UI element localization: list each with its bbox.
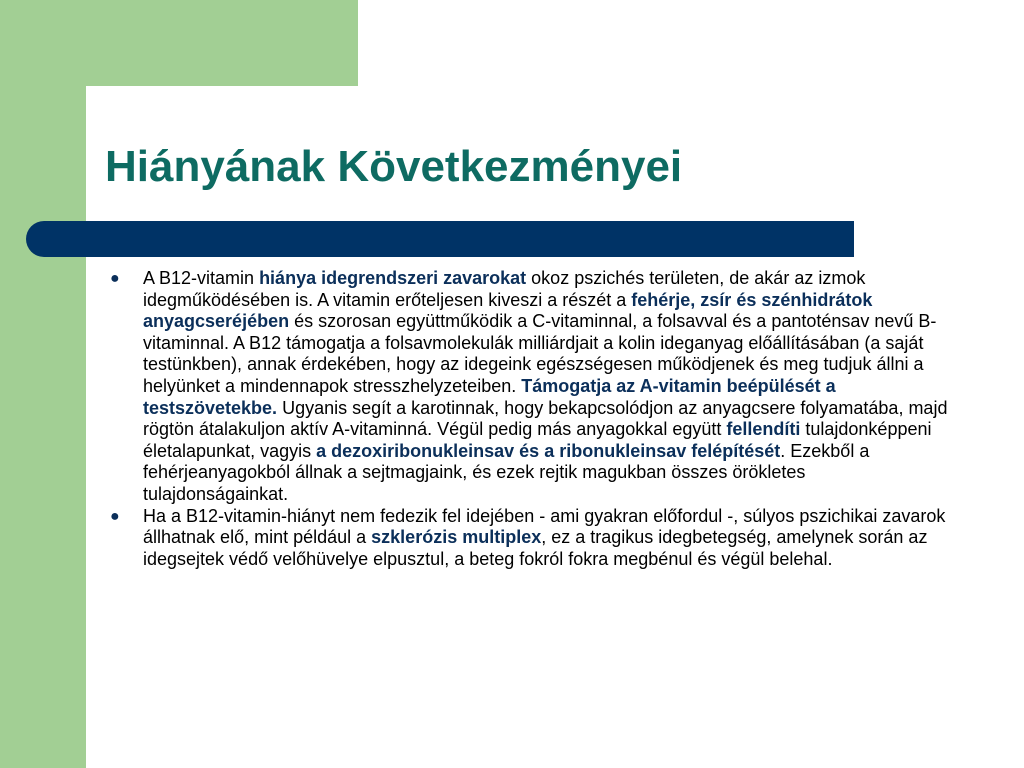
decorative-green-band-left [0, 0, 86, 768]
emphasized-text: hiánya idegrendszeri zavarokat [259, 268, 527, 288]
bullet-item [110, 268, 950, 506]
bullet-item [110, 506, 950, 571]
body-text: és szorosan együttműködik a C-vitaminnal, a folsavval és a pantoténsav nevű B-vitaminnal. A B12 támogatja a folsavmolekulák milliárdjait a kolin ideganyag előállításában (a saját testünkben), annak érdekében, hogy az idegeink egészségesen működjenek és meg tudjuk állni a helyünket a mindennapok stresszhelyzeteiben. [143, 311, 937, 396]
body-text: . Ezekből a fehérjeanyagokból állnak a sejtmagjaink, és ezek rejtik magukban összes örökletes tulajdonságainkat. [143, 440, 870, 504]
body-text: A B12-vitamin [143, 268, 260, 288]
body-text: Ha a B12-vitamin-hiányt nem fedezik fel idejében - ami gyakran előfordul -, súlyos pszichikai zavarok állhatnak elő, mint például a [143, 505, 946, 548]
body-text: okoz pszichés területen, de akár az izmok idegműködésében is. A vitamin erőteljesen kiveszi a részét a [143, 268, 866, 310]
emphasized-text: szklerózis multiplex [371, 527, 542, 548]
title-divider-bar [26, 221, 854, 257]
body-text: Ugyanis segít a karotinnak, hogy bekapcsolódjon az anyagcsere folyamatába, majd rögtön átalakuljon aktív A-vitaminná. Végül pedig más anyagokkal együtt [143, 397, 948, 440]
body-text: , ez a tragikus idegbetegség, amelynek során az idegsejtek védő velőhüvelye elpusztul, a beteg fokról fokra megbénul és végül belehal. [143, 527, 928, 569]
emphasized-text: fehérje, zsír és szénhidrátok anyagcseréjében [143, 289, 873, 332]
slide-title: Hiányának Következményei [105, 142, 683, 191]
bullet-dot-icon: ● [110, 270, 120, 287]
bullet-list [110, 268, 950, 570]
body-text: tulajdonképpeni életalapunkat, vagyis [143, 419, 932, 461]
emphasized-text: fellendíti [726, 419, 801, 440]
emphasized-text: a dezoxiribonukleinsav és a ribonukleinsav felépítését [316, 440, 781, 461]
emphasized-text: Támogatja az A-vitamin beépülését a testszövetekbe. [143, 375, 836, 418]
bullet-dot-icon: ● [110, 507, 120, 525]
